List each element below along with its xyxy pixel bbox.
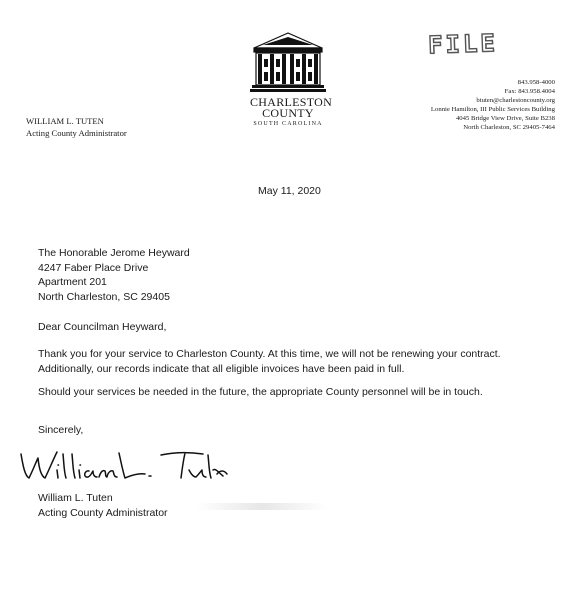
recipient-address: [38, 246, 190, 304]
body-paragraph-1-line-2: Additionally, our records indicate that all eligible invoices have been paid in full.: [38, 362, 405, 375]
sender-name: WILLIAM L. TUTEN: [26, 116, 104, 126]
recipient-street: 4247 Faber Place Drive: [38, 261, 149, 274]
body-paragraph-2: Should your services be needed in the future, the appropriate County personnel will be in touch.: [38, 386, 483, 398]
signoff-block: [38, 491, 168, 520]
contact-city: North Charleston, SC 29405-7464: [463, 123, 555, 131]
contact-building: Lonnie Hamilton, III Public Services Building: [430, 105, 555, 113]
sender-block: [26, 115, 127, 139]
closing: Sincerely,: [38, 424, 84, 436]
handwritten-signature: [15, 440, 230, 485]
logo-line-1: CHARLESTON: [250, 95, 333, 109]
sender-title: Acting County Administrator: [26, 128, 127, 138]
scan-smudge: [197, 503, 327, 510]
county-logo: [250, 30, 333, 127]
letter-date: May 11, 2020: [258, 185, 321, 197]
contact-block: [431, 79, 555, 132]
logo-line-2: COUNTY: [262, 106, 314, 120]
recipient-city: North Charleston, SC 29405: [38, 290, 170, 303]
body-paragraph-1: [38, 347, 583, 376]
recipient-name: The Honorable Jerome Heyward: [38, 247, 190, 259]
courthouse-icon: [250, 30, 326, 92]
contact-phone: 843.958-4000: [517, 79, 555, 86]
file-stamp: FILE: [427, 28, 499, 60]
body-paragraph-1-line-1: Thank you for your service to Charleston County. At this time, we will not be renewing your contract.: [38, 348, 501, 360]
recipient-unit: Apartment 201: [38, 276, 107, 288]
salutation: Dear Councilman Heyward,: [38, 321, 167, 333]
contact-email: btuten@charlestoncounty.org: [476, 96, 555, 104]
signoff-title: Acting County Administrator: [38, 506, 168, 519]
logo-state: SOUTH CAROLINA: [253, 121, 323, 127]
signoff-name: William L. Tuten: [38, 492, 113, 504]
contact-street: 4045 Bridge View Drive, Suite B238: [455, 114, 555, 122]
contact-fax: Fax: 843.958.4004: [504, 87, 555, 95]
